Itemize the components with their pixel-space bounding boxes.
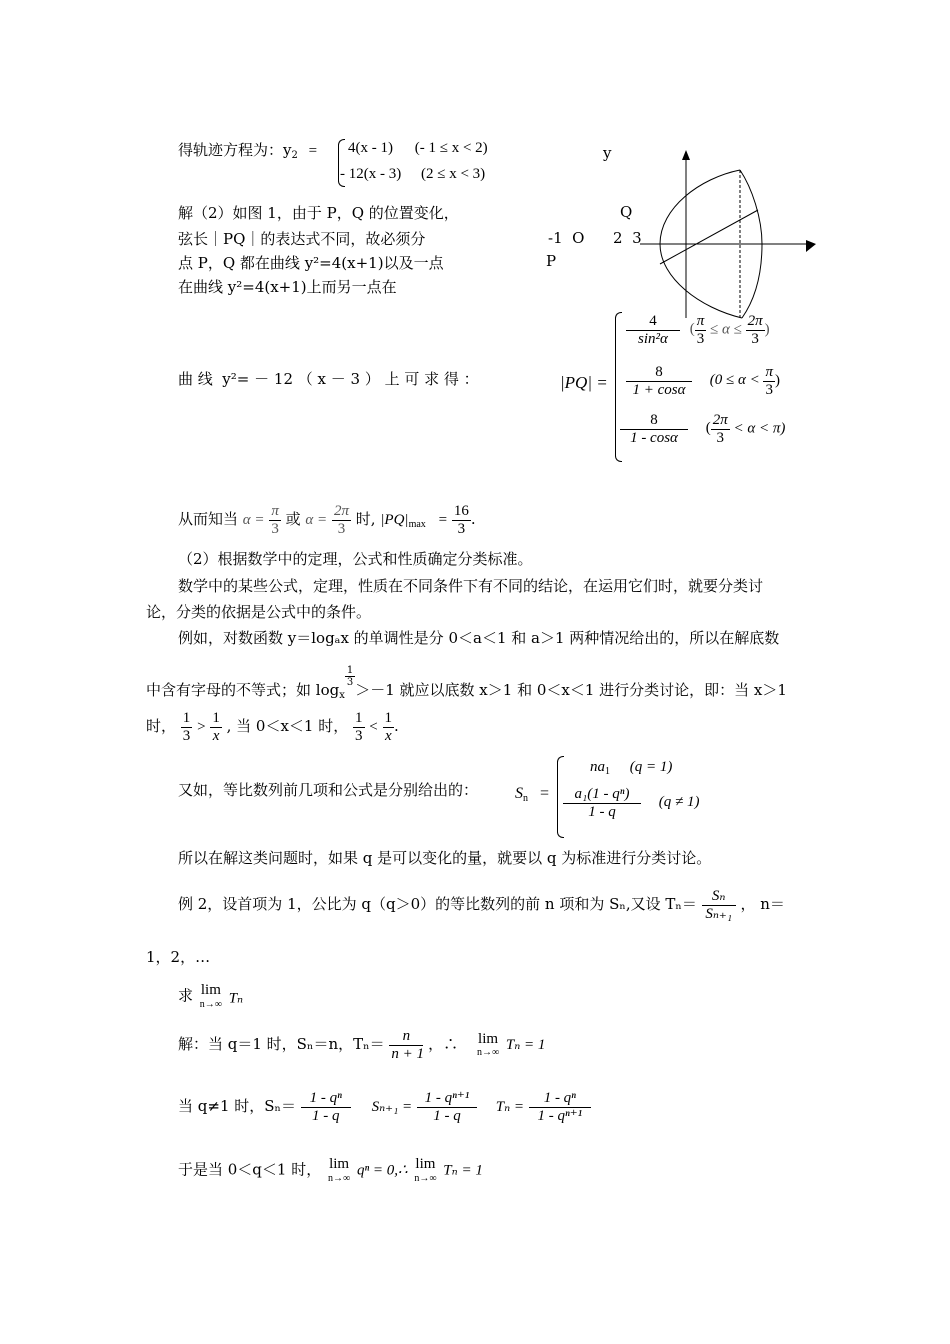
log-prefix: 中含有字母的不等式；如 log [146,681,340,699]
geo-c2-cond: (q ≠ 1) [658,794,700,811]
ineq1-right-den: x [212,727,220,744]
pq2-num: 8 [626,364,692,382]
geo-intro: 又如，等比数列前几项和公式是分别给出的： [178,781,479,799]
s2-text: 当 q≠1 时，Sₙ＝ [178,1097,297,1115]
piece2-cond: (2 ≤ x < 3) [420,166,486,182]
graph-p-label: P [546,252,557,270]
conc-f2-den: 3 [337,520,346,537]
conc-alpha-1: α = [242,512,265,528]
ask-line [178,982,243,1010]
geo-after: 所以在解这类问题时，如果 q 是可以变化的量，就要以 q 为标准进行分类讨论。 [178,849,712,867]
conc-or: 或 [285,510,301,528]
s3-mid: qⁿ = 0,∴ [356,1162,408,1179]
pq2-f-num: π [765,364,773,380]
curve-line: 曲 线 y²= － 12 （ x － 3 ） 上 可 求 得 ： [178,370,479,388]
conc-dot: . [470,510,476,528]
s3-result: Tₙ = 1 [443,1162,483,1179]
section-2-p1-line-1: 数学中的某些公式，定理，性质在不同条件下有不同的结论，在运用它们时，就要分类讨 [178,577,764,595]
example-2-line [178,888,785,922]
ex2-frac-num: Sₙ [702,888,736,906]
conclusion-line [178,503,476,537]
conc-value-den: 3 [457,520,466,537]
locus-piece-2 [340,167,485,182]
pq1-f2-den: 3 [751,330,759,347]
geo-s-sub: n [523,793,528,804]
ineq1-right-num: 1 [212,710,220,726]
section-2-p1-line-2: 论，分类的依据是公式中的条件。 [146,603,372,621]
locus-equals: = [308,143,318,159]
locus-piece-1 [348,141,488,156]
ex2-text-end: ， n＝ [740,895,785,913]
log-base: x [339,690,345,701]
graph-y-label: y [603,144,612,162]
conc-f2-num: 2π [333,503,349,519]
s3-text: 于是当 0＜q＜1 时， [178,1160,322,1179]
s1-under: n→∞ [476,1047,500,1058]
ineq2-left-num: 1 [355,710,363,726]
s3-under-1: n→∞ [328,1172,351,1184]
geo-case-2 [563,786,699,820]
section-2-p2-line-3 [146,710,399,744]
piece2-expr: - 12(x - 3) [340,166,402,182]
conc-pq: |PQ| [380,512,409,528]
log-suffix: ＞－1 就应以底数 x＞1 和 0＜x＜1 进行分类讨论，即：当 x＞1 [355,681,787,699]
graph-tick-labels: -1 O 2 3 [548,229,642,247]
geo-c1-sub: 1 [605,766,610,777]
x-axis-arrow [806,240,816,252]
pq1-num: 4 [626,313,680,331]
s2-s-next: Sₙ₊₁ = [371,1099,413,1115]
pq-lhs: |PQ| = [560,373,608,392]
s1-lim: lim [478,1030,499,1047]
ineq-intro: 时， [146,717,177,735]
s2-f3-den: 1 - qⁿ⁺¹ [537,1107,583,1124]
ineq2-left-den: 3 [355,727,363,744]
ineq2-op: < [369,719,378,735]
ask-t: Tₙ [228,990,244,1007]
pq2-den: 1 + cosα [632,381,686,398]
step-2-line [178,1090,591,1124]
geo-c2-num: a₁(1 - qⁿ) [563,786,641,804]
solution-line-3: 点 P，Q 都在曲线 y²=4(x+1)以及一点 [178,254,444,272]
locus-intro [178,143,317,161]
conc-value-num: 16 [453,503,469,519]
ineq-end: . [394,717,399,735]
ask-under: n→∞ [199,998,222,1010]
pq2-f-den: 3 [765,381,773,398]
ask-text: 求 [178,986,194,1005]
conc-text: 从而知当 [178,510,239,528]
ex2-frac-den: Sₙ₊₁ [705,905,733,922]
pq3-den: 1 - cosα [630,429,678,446]
piece1-expr: 4(x - 1) [348,140,393,156]
ask-lim: lim [200,982,221,998]
s1-text: 解：当 q＝1 时，Sₙ＝n，Tₙ＝ [178,1035,385,1053]
log-arg-num: 1 [346,665,354,676]
conc-max: max [408,519,426,530]
ineq-mid: , 当 0＜x＜1 时， [226,717,349,735]
pq-case-3 [620,412,785,446]
section-2-title: （2）根据数学中的定理，公式和性质确定分类标准。 [178,550,533,568]
geo-s: S [515,785,523,802]
pq-case-1 [626,313,770,347]
solution-line-1: 解（2）如图 1，由于 P，Q 的位置变化， [178,204,459,222]
geo-case-1 [590,760,672,777]
ineq1-left-den: 3 [182,727,191,744]
s2-f1-den: 1 - q [312,1107,340,1124]
s3-lim-2: lim [415,1156,436,1172]
pq3-cond-close: < α < π) [733,420,786,437]
pq1-f2-num: 2π [747,313,763,329]
s1-frac-den: n + 1 [391,1045,425,1062]
section-2-p2-line-1: 例如，对数函数 y＝logₐx 的单调性是分 0＜a＜1 和 a＞1 两种情况给出的，所以在解底数 [178,629,780,647]
section-2-p2-line-2 [146,665,787,701]
geo-lhs [515,786,549,804]
y-axis-arrow [682,150,690,160]
s2-f3-num: 1 - qⁿ [529,1090,591,1108]
conc-f1-num: π [271,503,279,519]
piece1-cond: (- 1 ≤ x < 2) [414,140,488,156]
ineq1-left-num: 1 [182,710,191,726]
ex2-continuation: 1，2，… [146,948,211,966]
pq1-cond-open: ( [689,321,695,338]
locus-label: 得轨迹方程为：y [178,141,292,159]
pq3-f-den: 3 [716,429,724,446]
geo-eq: = [540,785,550,802]
geo-c1-expr: na [590,759,605,775]
ineq1-op: > [197,719,206,735]
s3-lim-1: lim [329,1156,350,1172]
s2-f1-num: 1 - qⁿ [301,1090,351,1108]
solution-line-4: 在曲线 y²=4(x+1)上而另一点在 [178,278,397,296]
log-arg-den: 3 [346,677,354,688]
conc-alpha-2: α = [305,512,328,528]
ineq2-right-num: 1 [384,710,393,726]
pq2-cond: (0 ≤ α < [709,372,760,389]
step-3-line [178,1156,483,1184]
pq3-f-num: 2π [712,412,728,428]
pq3-cond-open: ( [705,420,711,437]
s2-f2-den: 1 - q [433,1107,461,1124]
s2-t-n: Tₙ = [495,1099,525,1115]
chord-pq [660,210,758,264]
conc-when: 时, [355,510,376,528]
s1-therefore: ，∴ [428,1035,459,1053]
s3-under-2: n→∞ [414,1172,437,1184]
graph-q-label: Q [620,203,633,221]
conc-f1-den: 3 [271,520,279,537]
conc-eq: = [438,512,448,528]
pq2-cond-close: ) [775,372,780,389]
pq-case-2 [626,364,780,398]
solution-line-2: 弦长｜PQ｜的表达式不同，故必须分 [178,230,426,248]
pq1-f1-den: 3 [696,330,705,347]
pq1-cond-close: ) [764,321,770,338]
locus-sub: 2 [291,150,298,161]
figure-1 [640,148,820,320]
step-1-line [178,1028,545,1062]
pq3-num: 8 [620,412,688,430]
ex2-text: 例 2，设首项为 1，公比为 q（q＞0）的等比数列的前 n 项和为 Sₙ,又设 Tₙ＝ [178,895,697,913]
pq1-f1-num: π [696,313,705,329]
s1-result: Tₙ = 1 [505,1037,546,1053]
geo-c2-den: 1 - q [588,803,616,820]
pq1-den: sin²α [638,330,668,347]
geo-c1-cond: (q = 1) [629,759,673,775]
pq1-cond-mid: ≤ α ≤ [710,321,742,338]
s2-f2-num: 1 - qⁿ⁺¹ [417,1090,477,1108]
s1-frac-num: n [389,1028,423,1046]
ineq2-right-den: x [384,727,392,744]
